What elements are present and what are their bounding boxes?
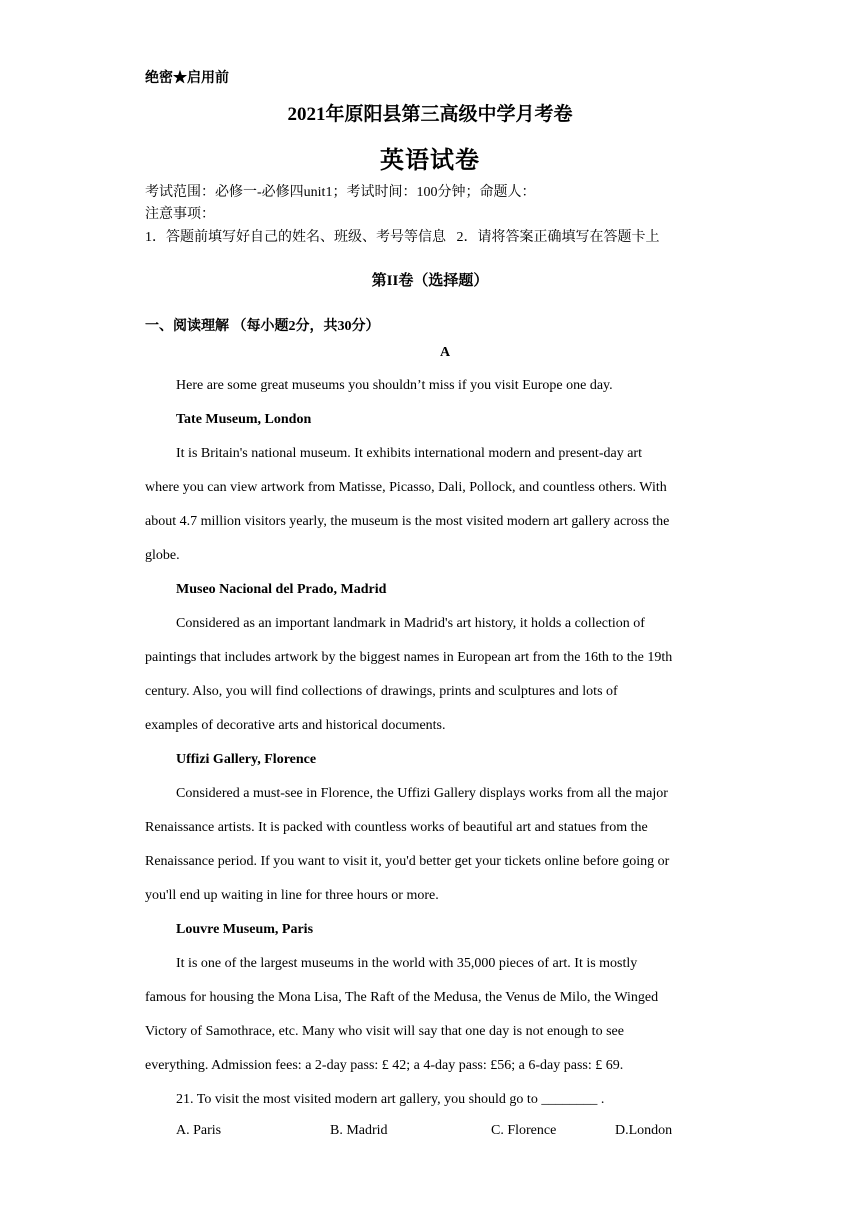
paragraph-line: everything. Admission fees: a 2-day pass: £ 42; a 4-day pass: £56; a 6-day pass: £ 69.	[145, 1058, 624, 1073]
paragraph-line: Renaissance period. If you want to visit it, you'd better get your tickets online before going or	[145, 854, 670, 869]
museum-heading: Louvre Museum, Paris	[176, 922, 314, 937]
paragraph-line: Considered a must-see in Florence, the Uffizi Gallery displays works from all the major	[176, 786, 668, 801]
museum-heading: Uffizi Gallery, Florence	[176, 752, 317, 767]
option-a[interactable]: A. Paris	[176, 1123, 222, 1138]
paragraph-line: It is one of the largest museums in the world with 35,000 pieces of art. It is mostly	[176, 956, 638, 971]
paragraph-line: Renaissance artists. It is packed with countless works of beautiful art and statues from the	[145, 820, 648, 835]
museum-heading: Tate Museum, London	[176, 412, 312, 427]
passage-label: A	[439, 345, 451, 360]
passage-intro: Here are some great museums you shouldn’t miss if you visit Europe one day.	[176, 378, 613, 393]
option-d[interactable]: D.London	[615, 1123, 673, 1138]
school-title: 2021年原阳县第三高级中学月考卷	[287, 104, 573, 125]
confidential-label: 绝密★启用前	[145, 71, 229, 86]
passage-body	[145, 369, 717, 1117]
notice-items: 1．答题前填写好自己的姓名、班级、考号等信息 2．请将答案正确填写在答题卡上	[145, 230, 660, 245]
notice-label: 注意事项：	[145, 207, 215, 222]
option-c[interactable]: C. Florence	[491, 1123, 557, 1138]
part-title: 一、阅读理解 （每小题2分，共30分）	[145, 319, 380, 334]
paragraph-line: It is Britain's national museum. It exhibits international modern and present-day art	[176, 446, 642, 461]
subject-title: 英语试卷	[380, 148, 480, 174]
paragraph-line: Victory of Samothrace, etc. Many who visit will say that one day is not enough to see	[145, 1024, 624, 1039]
option-b[interactable]: B. Madrid	[330, 1123, 388, 1138]
paragraph-line: famous for housing the Mona Lisa, The Raft of the Medusa, the Venus de Milo, the Winged	[145, 990, 659, 1005]
paragraph-line: century. Also, you will find collections of drawings, prints and sculptures and lots of	[145, 684, 618, 699]
paragraph-line: globe.	[145, 548, 180, 563]
section-title: 第II卷（选择题）	[371, 273, 489, 289]
paragraph-line: examples of decorative arts and historical documents.	[145, 718, 446, 733]
paragraph-line: you'll end up waiting in line for three hours or more.	[145, 888, 439, 903]
museum-heading: Museo Nacional del Prado, Madrid	[176, 582, 387, 597]
paragraph-line: about 4.7 million visitors yearly, the museum is the most visited modern art gallery across the	[145, 514, 670, 529]
paragraph-line: Considered as an important landmark in Madrid's art history, it holds a collection of	[176, 616, 645, 631]
question-stem: 21. To visit the most visited modern art gallery, you should go to ________ .	[176, 1092, 605, 1107]
exam-info: 考试范围：必修一-必修四unit1；考试时间：100分钟；命题人：	[145, 185, 536, 200]
paragraph-line: where you can view artwork from Matisse, Picasso, Dali, Pollock, and countless others. With	[145, 480, 667, 495]
paragraph-line: paintings that includes artwork by the biggest names in European art from the 16th to the 19th	[145, 650, 673, 665]
